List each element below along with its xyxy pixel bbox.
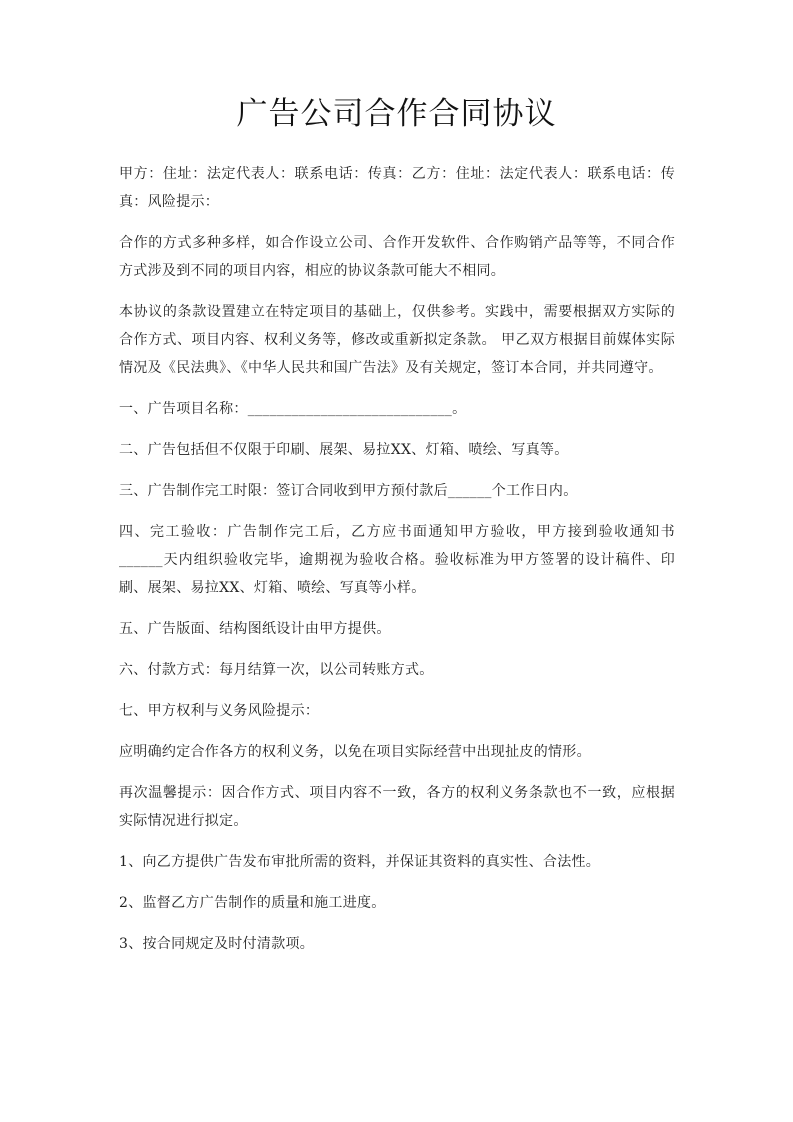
clause-payment: 六、付款方式：每月结算一次，以公司转账方式。 — [119, 662, 434, 678]
clause-ad-types: 二、广告包括但不仅限于印刷、展架、易拉XX、灯箱、喷绘、写真等。 — [119, 442, 569, 458]
document-body — [119, 160, 675, 971]
clause-completion-deadline: 三、广告制作完工时限：签订合同收到甲方预付款后______个工作日内。 — [119, 483, 578, 499]
paragraph-terms-basis: 本协议的条款设置建立在特定项目的基础上，仅供参考。实践中，需要根据双方实际的合作方式、项目内容、权利义务等，修改或重新拟定条款。 甲乙双方根据目前媒体实际情况及《民法典》、《中华人民共和国广告法》及有关规定，签订本合同，并共同遵守。 — [119, 304, 675, 376]
clause-project-name: 一、广告项目名称：____________________________。 — [119, 401, 467, 417]
clause-acceptance: 四、完工验收：广告制作完工后，乙方应书面通知甲方验收，甲方接到验收通知书______天内组织验收完毕，逾期视为验收合格。验收标准为甲方签署的设计稿件、印刷、展架、易拉XX、灯箱、喷绘、写真等小样。 — [119, 524, 675, 596]
paragraph-warm-reminder: 再次温馨提示：因合作方式、项目内容不一致，各方的权利义务条款也不一致，应根据实际情况进行拟定。 — [119, 785, 675, 829]
paragraph-cooperation-modes: 合作的方式多种多样，如合作设立公司、合作开发软件、合作购销产品等等，不同合作方式涉及到不同的项目内容，相应的协议条款可能大不相同。 — [119, 235, 675, 279]
paragraph-parties: 甲方：住址：法定代表人：联系电话：传真：乙方：住址：法定代表人：联系电话：传真：风险提示： — [119, 166, 675, 210]
clause-party-a-rights-heading: 七、甲方权利与义务风险提示： — [119, 703, 320, 719]
list-item-obligation-1: 1、向乙方提供广告发布审批所需的资料，并保证其资料的真实性、合法性。 — [119, 854, 601, 870]
document-title: 广告公司合作合同协议 — [236, 96, 557, 132]
paragraph-rights-reminder: 应明确约定合作各方的权利义务，以免在项目实际经营中出现扯皮的情形。 — [119, 744, 591, 760]
list-item-obligation-2: 2、监督乙方广告制作的质量和施工进度。 — [119, 895, 386, 911]
clause-layout-design: 五、广告版面、结构图纸设计由甲方提供。 — [119, 621, 391, 637]
list-item-obligation-3: 3、按合同规定及时付清款项。 — [119, 936, 315, 952]
